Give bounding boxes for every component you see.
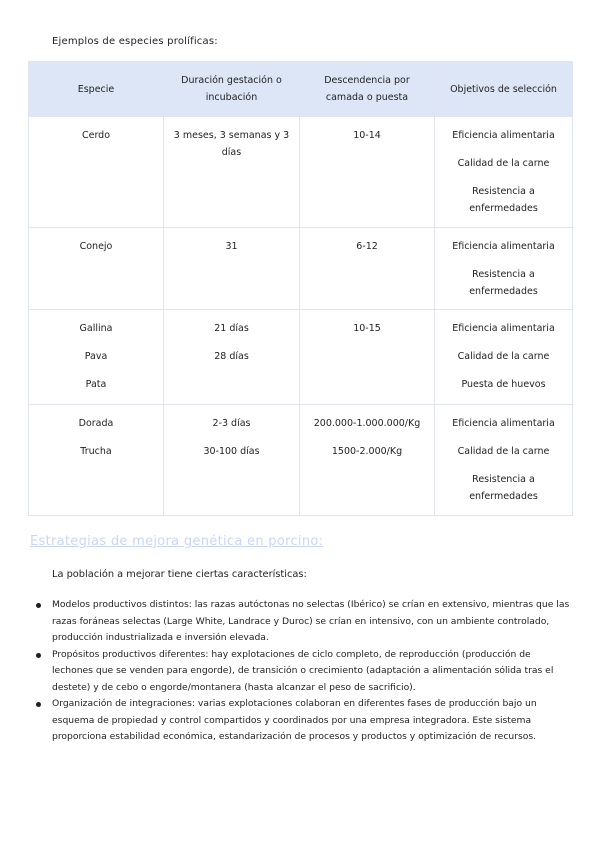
cell-text: Gallina bbox=[79, 323, 113, 334]
strategy-list bbox=[36, 597, 574, 746]
header-duration: Duración gestación o incubación bbox=[164, 62, 300, 117]
cell-text: Eficiencia alimentaria bbox=[452, 241, 555, 252]
cell-offspring bbox=[300, 117, 435, 228]
cell-text: Conejo bbox=[79, 241, 113, 252]
table-row bbox=[29, 117, 573, 228]
list-item-text: Modelos productivos distintos: las razas autóctonas no selectas (Ibérico) se crían en extensivo, mientras que las razas foráneas selectas (Large White, Landrace y Duroc) se crían en intensivo, con un ambiente controlado, producción industrializada e inversión elevada. bbox=[52, 599, 570, 643]
cell-text: Pata bbox=[85, 379, 107, 390]
cell-text: Eficiencia alimentaria bbox=[452, 323, 555, 334]
bullet-icon bbox=[36, 702, 41, 707]
list-item bbox=[36, 647, 574, 697]
cell-text: Calidad de la carne bbox=[457, 158, 550, 169]
header-species: Especie bbox=[29, 62, 164, 117]
cell-duration bbox=[164, 310, 300, 405]
list-item-text: Propósitos productivos diferentes: hay explotaciones de ciclo completo, de reproducción (producción de lechones que se venden para engorde), de transición o crecimiento (adaptación a alimentación sólida tras el destete) y de cebo o engorde/montanera (hasta alcanzar el peso de sacrificio). bbox=[52, 648, 554, 693]
cell-text: 28 días bbox=[214, 351, 249, 362]
list-item-text: Organización de integraciones: varias explotaciones colaboran en diferentes fases de producción bajo un esquema de propiedad y control compartidos y coordinados por una empresa integradora. Este sistema proporciona estabilidad económica, estandarización de procesos y productos y optimización de recursos. bbox=[52, 698, 537, 742]
table-row bbox=[29, 310, 573, 405]
cell-objectives bbox=[435, 405, 573, 516]
cell-text: 200.000-1.000.000/Kg bbox=[313, 418, 421, 429]
species-table bbox=[28, 61, 573, 516]
cell-text: 21 días bbox=[214, 323, 249, 334]
header-offspring: Descendencia por camada o puesta bbox=[300, 62, 435, 117]
cell-text: 31 bbox=[225, 241, 238, 252]
list-item bbox=[36, 696, 574, 746]
bullet-icon bbox=[36, 603, 41, 608]
cell-text: Calidad de la carne bbox=[457, 351, 550, 362]
table-intro: Ejemplos de especies prolíficas: bbox=[52, 36, 218, 47]
list-item bbox=[36, 597, 574, 647]
cell-text: Eficiencia alimentaria bbox=[452, 418, 555, 429]
cell-species bbox=[29, 228, 164, 310]
cell-text: Puesta de huevos bbox=[461, 379, 546, 390]
cell-text: 1500-2.000/Kg bbox=[331, 446, 403, 457]
cell-objectives bbox=[435, 310, 573, 405]
cell-text: 10-14 bbox=[353, 130, 381, 141]
cell-text: 2-3 días bbox=[212, 418, 251, 429]
cell-text: 3 meses, 3 semanas y 3 días bbox=[173, 130, 290, 158]
cell-species bbox=[29, 310, 164, 405]
cell-offspring bbox=[300, 310, 435, 405]
cell-duration bbox=[164, 228, 300, 310]
cell-species bbox=[29, 117, 164, 228]
section-lead: La población a mejorar tiene ciertas características: bbox=[52, 569, 307, 580]
cell-text: Resistencia a enfermedades bbox=[469, 186, 538, 214]
header-objectives: Objetivos de selección bbox=[435, 62, 573, 117]
cell-objectives bbox=[435, 117, 573, 228]
cell-species bbox=[29, 405, 164, 516]
table-row bbox=[29, 228, 573, 310]
cell-offspring bbox=[300, 228, 435, 310]
cell-text: Eficiencia alimentaria bbox=[452, 130, 555, 141]
cell-text: Dorada bbox=[78, 418, 114, 429]
cell-objectives bbox=[435, 228, 573, 310]
cell-text: Resistencia a enfermedades bbox=[469, 269, 538, 297]
cell-text: Cerdo bbox=[81, 130, 111, 141]
cell-duration bbox=[164, 405, 300, 516]
cell-offspring bbox=[300, 405, 435, 516]
cell-text: Pava bbox=[84, 351, 108, 362]
bullet-icon bbox=[36, 653, 41, 658]
table-header-row bbox=[29, 62, 573, 117]
cell-duration bbox=[164, 117, 300, 228]
table-row bbox=[29, 405, 573, 516]
cell-text: 10-15 bbox=[353, 323, 381, 334]
cell-text: Resistencia a enfermedades bbox=[469, 474, 538, 502]
cell-text: Trucha bbox=[80, 446, 112, 457]
cell-text: Calidad de la carne bbox=[457, 446, 550, 457]
cell-text: 30-100 días bbox=[203, 446, 260, 457]
cell-text: 6-12 bbox=[356, 241, 378, 252]
section-heading: Estrategias de mejora genética en porcino: bbox=[30, 534, 324, 549]
